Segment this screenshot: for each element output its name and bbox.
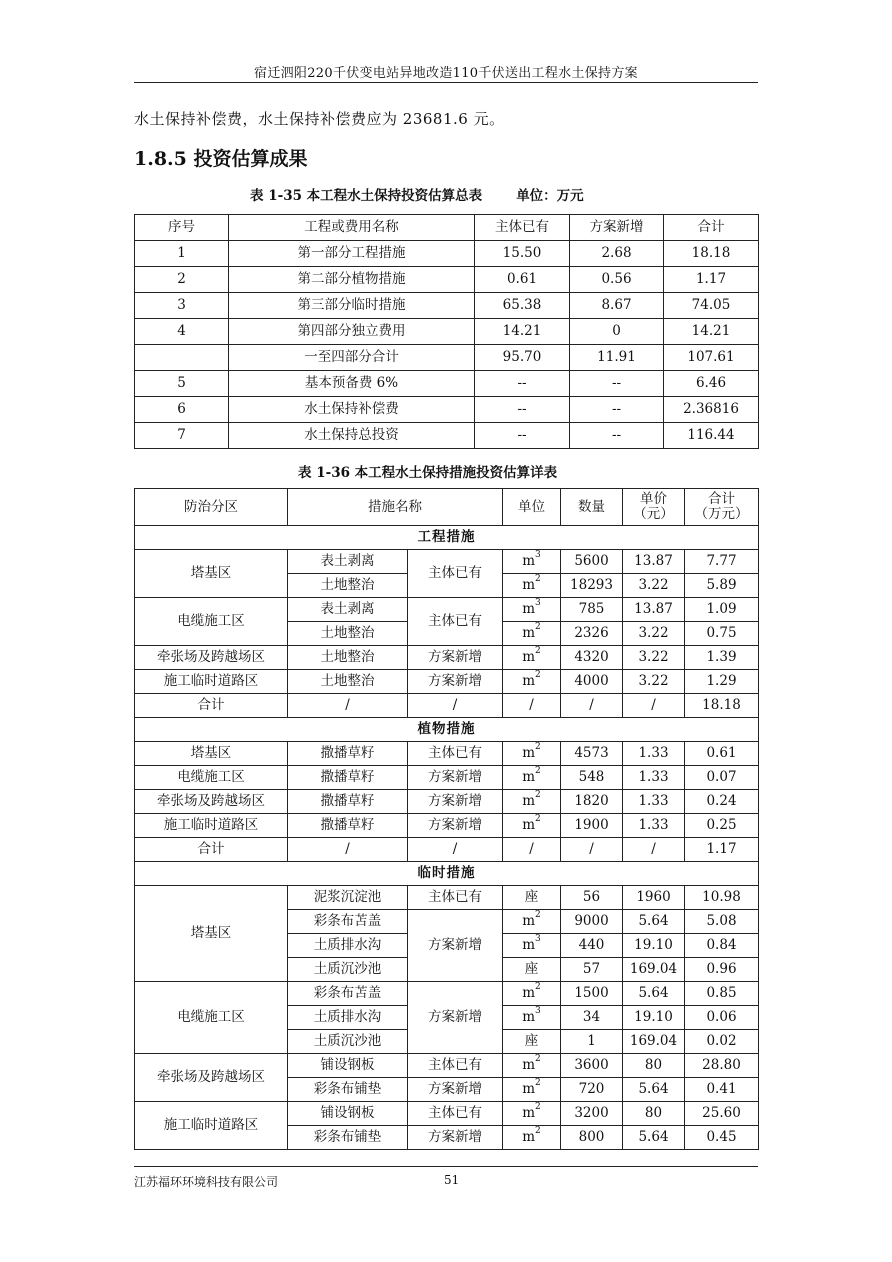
value-cell: 3.22	[623, 670, 685, 694]
slash-cell: /	[623, 694, 685, 718]
value-cell: 169.04	[623, 958, 685, 982]
unit-cell	[503, 1006, 561, 1030]
unit-exponent: 2	[535, 790, 541, 801]
value-cell: 0.41	[685, 1078, 759, 1102]
value-cell: 0.24	[685, 790, 759, 814]
measure-cell: 撒播草籽	[288, 814, 408, 838]
header-rule	[134, 82, 758, 83]
table-cell	[135, 345, 229, 371]
table-row	[135, 790, 759, 814]
table-cell: 0	[570, 319, 664, 345]
value-cell: 1.33	[623, 814, 685, 838]
total-row	[135, 838, 759, 862]
value-cell: 5.08	[685, 910, 759, 934]
measure-cell: 土地整治	[288, 646, 408, 670]
value-cell: 1.09	[685, 598, 759, 622]
value-cell: 1960	[623, 886, 685, 910]
unit-base: m	[522, 577, 536, 594]
zone-cell: 合计	[135, 694, 288, 718]
value-cell: 10.98	[685, 886, 759, 910]
table-cell: 第二部分植物措施	[229, 267, 475, 293]
table-cell: 8.67	[570, 293, 664, 319]
header-cell: 序号	[135, 215, 229, 241]
table-cell: --	[570, 397, 664, 423]
table-cell: 0.61	[475, 267, 570, 293]
value-cell: 80	[623, 1054, 685, 1078]
value-cell: 4573	[561, 742, 623, 766]
unit-exponent: 2	[535, 910, 541, 921]
unit-base: m	[522, 1081, 536, 1098]
unit-base: 座	[524, 1033, 539, 1050]
header-cell: 防治分区	[135, 489, 288, 526]
unit-exponent: 2	[535, 1054, 541, 1065]
table-cell: 第三部分临时措施	[229, 293, 475, 319]
value-cell: 1	[561, 1030, 623, 1054]
unit-cell	[503, 982, 561, 1006]
table-cell: 14.21	[664, 319, 759, 345]
value-cell: 0.06	[685, 1006, 759, 1030]
slash-cell: /	[561, 838, 623, 862]
source-cell: 主体已有	[408, 1054, 503, 1078]
table-cell: 3	[135, 293, 229, 319]
table-cell: 0.56	[570, 267, 664, 293]
value-cell: 0.25	[685, 814, 759, 838]
table-row	[135, 371, 759, 397]
slash-cell: /	[623, 838, 685, 862]
table-header-row	[135, 489, 759, 526]
value-cell: 3.22	[623, 574, 685, 598]
source-cell: 方案新增	[408, 1126, 503, 1150]
unit-cell	[503, 958, 561, 982]
category-label: 工程措施	[135, 526, 759, 550]
unit-exponent: 2	[535, 1102, 541, 1113]
value-cell: 57	[561, 958, 623, 982]
unit-cell	[503, 1102, 561, 1126]
value-cell: 5.64	[623, 982, 685, 1006]
value-cell: 0.85	[685, 982, 759, 1006]
table1-caption	[250, 184, 584, 204]
measure-cell: 彩条布铺垫	[288, 1126, 408, 1150]
category-label: 植物措施	[135, 718, 759, 742]
source-cell: 主体已有	[408, 598, 503, 646]
unit-base: m	[522, 1057, 536, 1074]
value-cell: 13.87	[623, 550, 685, 574]
value-cell: 3200	[561, 1102, 623, 1126]
value-cell: 1.17	[685, 838, 759, 862]
value-cell: 785	[561, 598, 623, 622]
table-cell: 116.44	[664, 423, 759, 449]
category-row	[135, 526, 759, 550]
table-cell: 第一部分工程措施	[229, 241, 475, 267]
source-cell: 方案新增	[408, 790, 503, 814]
zone-cell: 塔基区	[135, 550, 288, 598]
unit-cell	[503, 814, 561, 838]
table-cell: 14.21	[475, 319, 570, 345]
measure-cell: 表土剥离	[288, 550, 408, 574]
source-cell: 方案新增	[408, 814, 503, 838]
table2-body	[135, 489, 759, 1150]
category-row	[135, 862, 759, 886]
table-row	[135, 814, 759, 838]
table-cell: 4	[135, 319, 229, 345]
table-row	[135, 293, 759, 319]
source-cell: 主体已有	[408, 550, 503, 598]
table-cell: 15.50	[475, 241, 570, 267]
table-cell: 第四部分独立费用	[229, 319, 475, 345]
table-cell: 一至四部分合计	[229, 345, 475, 371]
measure-cell: 土质排水沟	[288, 1006, 408, 1030]
value-cell: 7.77	[685, 550, 759, 574]
table-cell: 11.91	[570, 345, 664, 371]
value-cell: 34	[561, 1006, 623, 1030]
table-row	[135, 550, 759, 574]
unit-exponent: 2	[535, 670, 541, 681]
unit-base: m	[522, 769, 536, 786]
source-cell: 主体已有	[408, 742, 503, 766]
slash-cell: /	[408, 694, 503, 718]
unit-exponent: 2	[535, 646, 541, 657]
value-cell: 1.39	[685, 646, 759, 670]
table-cell: 1	[135, 241, 229, 267]
zone-cell: 牵张场及跨越场区	[135, 790, 288, 814]
measure-cell: 土地整治	[288, 622, 408, 646]
table-cell: 水土保持补偿费	[229, 397, 475, 423]
header-cell: 工程或费用名称	[229, 215, 475, 241]
value-cell: 5.64	[623, 1078, 685, 1102]
table-row	[135, 742, 759, 766]
category-label: 临时措施	[135, 862, 759, 886]
header-cell: 单位	[503, 489, 561, 526]
measure-cell: 撒播草籽	[288, 742, 408, 766]
unit-base: m	[522, 625, 536, 642]
unit-base: m	[522, 985, 536, 1002]
unit-base: m	[522, 937, 536, 954]
value-cell: 0.75	[685, 622, 759, 646]
unit-exponent: 2	[535, 766, 541, 777]
table-cell: 7	[135, 423, 229, 449]
value-cell: 56	[561, 886, 623, 910]
measure-cell: 彩条布苫盖	[288, 982, 408, 1006]
value-cell: 5600	[561, 550, 623, 574]
header-cell: 方案新增	[570, 215, 664, 241]
measure-cell: 彩条布铺垫	[288, 1078, 408, 1102]
table-cell: 6.46	[664, 371, 759, 397]
table-row	[135, 1054, 759, 1078]
header-cell: 主体已有	[475, 215, 570, 241]
unit-base: m	[522, 553, 536, 570]
table-row	[135, 267, 759, 293]
unit-cell	[503, 742, 561, 766]
section-heading: 1.8.5 投资估算成果	[134, 148, 308, 170]
unit-base: 座	[524, 889, 539, 906]
value-cell: 440	[561, 934, 623, 958]
unit-base: m	[522, 745, 536, 762]
unit-base: m	[522, 673, 536, 690]
unit-exponent: 3	[535, 934, 541, 945]
slash-cell: /	[288, 838, 408, 862]
unit-base: m	[522, 793, 536, 810]
table-cell: 2	[135, 267, 229, 293]
zone-cell: 牵张场及跨越场区	[135, 1054, 288, 1102]
table-row	[135, 982, 759, 1006]
value-cell: 13.87	[623, 598, 685, 622]
value-cell: 548	[561, 766, 623, 790]
table-cell: --	[570, 423, 664, 449]
investment-summary-table	[134, 214, 759, 449]
unit-cell	[503, 598, 561, 622]
table-row	[135, 345, 759, 371]
value-cell: 80	[623, 1102, 685, 1126]
value-cell: 0.07	[685, 766, 759, 790]
value-cell: 19.10	[623, 934, 685, 958]
unit-cell	[503, 550, 561, 574]
unit-cell	[503, 622, 561, 646]
page-number: 51	[444, 1173, 460, 1187]
unit-cell	[503, 574, 561, 598]
table-cell: 水土保持总投资	[229, 423, 475, 449]
unit-exponent: 2	[535, 982, 541, 993]
table2-caption: 表 1-36 本工程水土保持措施投资估算详表	[298, 465, 558, 481]
unit-cell	[503, 670, 561, 694]
zone-cell: 合计	[135, 838, 288, 862]
unit-base: m	[522, 913, 536, 930]
source-cell: 方案新增	[408, 766, 503, 790]
value-cell: 3600	[561, 1054, 623, 1078]
measure-cell: 表土剥离	[288, 598, 408, 622]
unit-cell	[503, 790, 561, 814]
table-row	[135, 766, 759, 790]
slash-cell: /	[288, 694, 408, 718]
value-cell: 1.29	[685, 670, 759, 694]
unit-cell	[503, 1126, 561, 1150]
value-cell: 0.61	[685, 742, 759, 766]
value-cell: 0.96	[685, 958, 759, 982]
unit-exponent: 2	[535, 814, 541, 825]
value-cell: 1.33	[623, 742, 685, 766]
table-row	[135, 670, 759, 694]
value-cell: 720	[561, 1078, 623, 1102]
table1-unit: 单位：万元	[516, 188, 584, 204]
value-cell: 28.80	[685, 1054, 759, 1078]
header-cell: 数量	[561, 489, 623, 526]
value-cell: 1820	[561, 790, 623, 814]
unit-cell	[503, 1030, 561, 1054]
unit-base: m	[522, 1105, 536, 1122]
header-cell: 措施名称	[288, 489, 503, 526]
unit-exponent: 2	[535, 622, 541, 633]
unit-base: 座	[524, 961, 539, 978]
table1-body	[135, 241, 759, 449]
value-cell: 9000	[561, 910, 623, 934]
source-cell: 主体已有	[408, 1102, 503, 1126]
value-cell: 2326	[561, 622, 623, 646]
table-cell: 95.70	[475, 345, 570, 371]
value-cell: 5.64	[623, 1126, 685, 1150]
value-cell: 1900	[561, 814, 623, 838]
table-cell: --	[475, 371, 570, 397]
measure-cell: 泥浆沉淀池	[288, 886, 408, 910]
unit-exponent: 2	[535, 742, 541, 753]
slash-cell: /	[503, 838, 561, 862]
slash-cell: /	[503, 694, 561, 718]
footer-rule	[134, 1166, 758, 1167]
unit-cell	[503, 886, 561, 910]
table-row	[135, 886, 759, 910]
zone-cell: 施工临时道路区	[135, 670, 288, 694]
value-cell: 1.33	[623, 766, 685, 790]
source-cell: 方案新增	[408, 670, 503, 694]
unit-exponent: 3	[535, 598, 541, 609]
unit-base: m	[522, 817, 536, 834]
zone-cell: 施工临时道路区	[135, 1102, 288, 1150]
unit-exponent: 2	[535, 1126, 541, 1137]
intro-paragraph: 水土保持补偿费，水土保持补偿费应为 23681.6 元。	[134, 110, 505, 128]
unit-exponent: 3	[535, 550, 541, 561]
table-cell: 基本预备费 6%	[229, 371, 475, 397]
table-row	[135, 598, 759, 622]
source-cell: 方案新增	[408, 1078, 503, 1102]
unit-cell	[503, 934, 561, 958]
value-cell: 3.22	[623, 622, 685, 646]
value-cell: 0.84	[685, 934, 759, 958]
unit-base: m	[522, 649, 536, 666]
value-cell: 5.64	[623, 910, 685, 934]
table-cell: --	[475, 423, 570, 449]
value-cell: 18293	[561, 574, 623, 598]
unit-base: m	[522, 601, 536, 618]
total-row	[135, 694, 759, 718]
value-cell: 4000	[561, 670, 623, 694]
value-cell: 0.45	[685, 1126, 759, 1150]
value-cell: 169.04	[623, 1030, 685, 1054]
table-cell: 1.17	[664, 267, 759, 293]
table-cell: 74.05	[664, 293, 759, 319]
table-header-row	[135, 215, 759, 241]
table-cell: --	[475, 397, 570, 423]
table-cell: 65.38	[475, 293, 570, 319]
measure-detail-table	[134, 488, 759, 1150]
zone-cell: 塔基区	[135, 886, 288, 982]
table1-title: 表 1-35 本工程水土保持投资估算总表	[250, 188, 483, 204]
unit-exponent: 2	[535, 574, 541, 585]
footer-company: 江苏福环环境科技有限公司	[134, 1175, 279, 1189]
slash-cell: /	[408, 838, 503, 862]
table-cell: --	[570, 371, 664, 397]
table-row	[135, 319, 759, 345]
unit-cell	[503, 646, 561, 670]
table-cell: 5	[135, 371, 229, 397]
measure-cell: 彩条布苫盖	[288, 910, 408, 934]
value-cell: 5.89	[685, 574, 759, 598]
unit-cell	[503, 766, 561, 790]
unit-cell	[503, 910, 561, 934]
page-header: 宿迁泗阳220千伏变电站异地改造110千伏送出工程水土保持方案	[254, 66, 638, 81]
table-cell: 6	[135, 397, 229, 423]
header-cell: 合计 （万元）	[685, 489, 759, 526]
value-cell: 4320	[561, 646, 623, 670]
measure-cell: 土质沉沙池	[288, 958, 408, 982]
source-cell: 主体已有	[408, 886, 503, 910]
header-cell: 合计	[664, 215, 759, 241]
value-cell: 18.18	[685, 694, 759, 718]
zone-cell: 牵张场及跨越场区	[135, 646, 288, 670]
unit-exponent: 3	[535, 1006, 541, 1017]
table-row	[135, 646, 759, 670]
measure-cell: 铺设钢板	[288, 1054, 408, 1078]
measure-cell: 土质沉沙池	[288, 1030, 408, 1054]
table-row	[135, 1102, 759, 1126]
value-cell: 19.10	[623, 1006, 685, 1030]
value-cell: 1500	[561, 982, 623, 1006]
value-cell: 25.60	[685, 1102, 759, 1126]
measure-cell: 土地整治	[288, 574, 408, 598]
unit-cell	[503, 1054, 561, 1078]
zone-cell: 电缆施工区	[135, 598, 288, 646]
table-row	[135, 397, 759, 423]
measure-cell: 撒播草籽	[288, 790, 408, 814]
table-row	[135, 241, 759, 267]
value-cell: 0.02	[685, 1030, 759, 1054]
measure-cell: 撒播草籽	[288, 766, 408, 790]
header-cell: 单价 （元）	[623, 489, 685, 526]
unit-base: m	[522, 1009, 536, 1026]
unit-exponent: 2	[535, 1078, 541, 1089]
measure-cell: 土质排水沟	[288, 934, 408, 958]
source-cell: 方案新增	[408, 910, 503, 982]
zone-cell: 电缆施工区	[135, 766, 288, 790]
source-cell: 方案新增	[408, 646, 503, 670]
zone-cell: 施工临时道路区	[135, 814, 288, 838]
value-cell: 3.22	[623, 646, 685, 670]
table-cell: 2.68	[570, 241, 664, 267]
zone-cell: 塔基区	[135, 742, 288, 766]
zone-cell: 电缆施工区	[135, 982, 288, 1054]
unit-cell	[503, 1078, 561, 1102]
value-cell: 800	[561, 1126, 623, 1150]
measure-cell: 铺设钢板	[288, 1102, 408, 1126]
table-cell: 18.18	[664, 241, 759, 267]
measure-cell: 土地整治	[288, 670, 408, 694]
table-cell: 2.36816	[664, 397, 759, 423]
table-cell: 107.61	[664, 345, 759, 371]
unit-base: m	[522, 1129, 536, 1146]
category-row	[135, 718, 759, 742]
slash-cell: /	[561, 694, 623, 718]
value-cell: 1.33	[623, 790, 685, 814]
table-row	[135, 423, 759, 449]
source-cell: 方案新增	[408, 982, 503, 1054]
